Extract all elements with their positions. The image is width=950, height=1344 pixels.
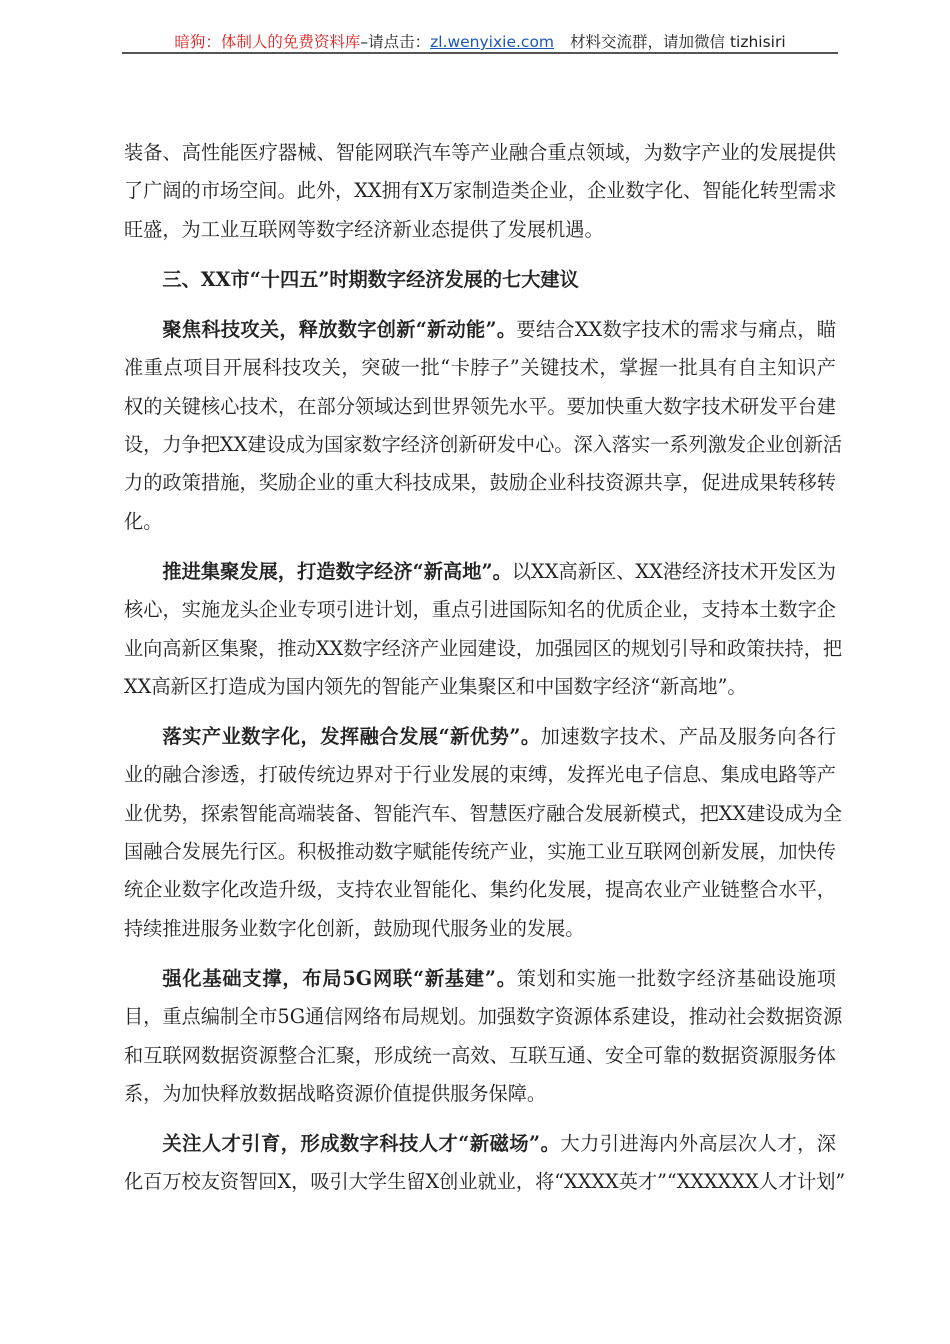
text-line: 业向高新区集聚，推动XX数字经济产业园建设，加强园区的规划引导和政策扶持，把 (124, 636, 843, 660)
text-line: 国融合发展先行区。积极推动数字赋能传统产业，实施工业互联网创新发展，加快传 (124, 840, 836, 864)
website-link[interactable]: zl.wenyixie.com (430, 33, 555, 51)
page-header (124, 30, 836, 52)
text-line: 旺盛，为工业互联网等数字经济新业态提供了发展机遇。 (124, 217, 604, 241)
contact-text: 材料交流群，请加微信 tizhisiri (570, 33, 786, 51)
paragraph-lead: 聚焦科技攻关，释放数字创新“新动能”。 (162, 318, 517, 342)
text-line: 统企业数字化改造升级，支持农业智能化、集约化发展，提高农业产业链整合水平， (124, 878, 836, 902)
header-divider (122, 52, 838, 54)
text-line: 了广阔的市场空间。此外，XX拥有X万家制造类企业，企业数字化、智能化转型需求 (124, 179, 837, 203)
click-text: –请点击： (360, 33, 431, 51)
paragraph-infrastructure (124, 965, 843, 1118)
paragraph-lead: 关注人才引育，形成数字科技人才“新磁场”。 (162, 1132, 561, 1156)
paragraph-innovation (124, 316, 843, 546)
paragraph-digitalization (124, 723, 843, 953)
text-line: 业的融合渗透，打破传统边界对于行业发展的束缚，发挥光电子信息、集成电路等产 (124, 763, 836, 787)
text-line: 强化基础支撑，布局5G网联“新基建”。策划和实施一批数字经济基础设施项 (162, 966, 836, 990)
text-line: 推进集聚发展，打造数字经济“新高地”。以XX高新区、XX港经济技术开发区为 (162, 559, 836, 583)
text-line: 化。 (124, 509, 163, 533)
paragraph-talent (124, 1130, 846, 1207)
text-line: 准重点项目开展科技攻关，突破一批“卡脖子”关键技术，掌握一批具有自主知识产 (124, 356, 836, 380)
section-heading: 三、XX市“十四五”时期数字经济发展的七大建议 (162, 267, 579, 291)
text-line: 落实产业数字化，发挥融合发展“新优势”。加速数字技术、产品及服务向各行 (162, 725, 837, 749)
text-line: 业优势，探索智能高端装备、智能汽车、智慧医疗融合发展新模式，把XX建设成为全 (124, 801, 843, 825)
text-line: 化百万校友资智回X，吸引大学生留X创业就业，将“XXXX英才”“XXXXXX人才计划” (124, 1170, 846, 1194)
text-line: 权的关键核心技术，在部分领域达到世界领先水平。要加快重大数字技术研发平台建 (124, 394, 836, 418)
text-line: XX高新区打造成为国内领先的智能产业集聚区和中国数字经济“新高地”。 (124, 674, 747, 698)
text-line: 和互联网数据资源整合汇聚，形成统一高效、互联互通、安全可靠的数据资源服务体 (124, 1043, 836, 1067)
paragraph-lead: 落实产业数字化，发挥融合发展“新优势”。 (162, 725, 541, 749)
text-line: 关注人才引育，形成数字科技人才“新磁场”。大力引进海内外高层次人才，深 (162, 1132, 836, 1156)
intro-paragraph (124, 139, 836, 254)
text-line: 持续推进服务业数字化创新，鼓励现代服务业的发展。 (124, 916, 585, 940)
text-line: 聚焦科技攻关，释放数字创新“新动能”。要结合XX数字技术的需求与痛点，瞄 (162, 318, 836, 342)
text-line: 核心，实施龙头企业专项引进计划，重点引进国际知名的优质企业，支持本土数字企 (124, 598, 836, 622)
text-line: 目，重点编制全市5G通信网络布局规划。加强数字资源体系建设，推动社会数据资源 (124, 1005, 843, 1029)
text-line: 系，为加快释放数据战略资源价值提供服务保障。 (124, 1081, 547, 1105)
text-line: 力的政策措施，奖励企业的重大科技成果，鼓励企业科技资源共享，促进成果转移转 (124, 471, 836, 495)
document-body (124, 139, 846, 1219)
promo-text: 暗狗：体制人的免费资料库 (174, 33, 361, 51)
paragraph-lead: 推进集聚发展，打造数字经济“新高地”。 (162, 559, 512, 583)
paragraph-cluster (124, 558, 843, 711)
paragraph-lead: 强化基础支撑，布局5G网联“新基建”。 (162, 966, 517, 990)
text-line: 设，力争把XX建设成为国家数字经济创新研发中心。深入落实一系列激发企业创新活 (124, 433, 843, 457)
text-line: 装备、高性能医疗器械、智能网联汽车等产业融合重点领域，为数字产业的发展提供 (124, 141, 836, 164)
